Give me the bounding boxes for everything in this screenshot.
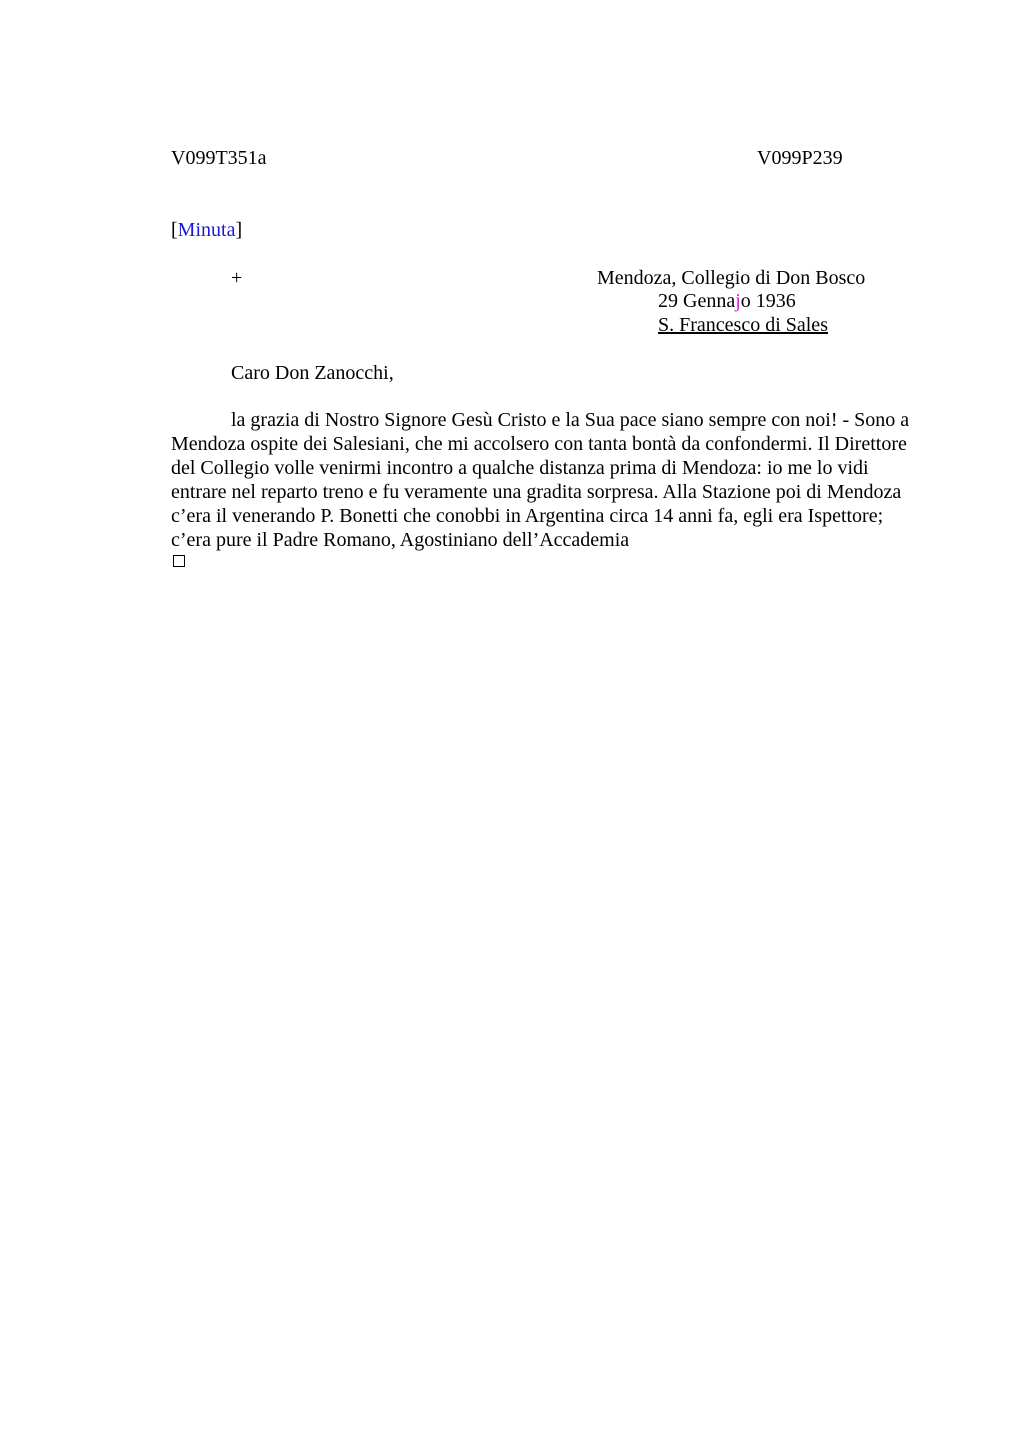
date-text-end: o 1936 — [740, 290, 796, 312]
date-text-start: 29 Genna — [658, 290, 736, 312]
date-highlighted-letter: j — [735, 290, 741, 312]
document-code-right: V099P239 — [757, 147, 843, 169]
letter-body — [171, 408, 919, 552]
end-marker-box — [173, 555, 185, 567]
cross-symbol: + — [231, 267, 243, 289]
document-code-left: V099T351a — [171, 147, 267, 169]
bracket-open: [ — [171, 219, 178, 241]
feast-day: S. Francesco di Sales — [658, 314, 828, 336]
letter-place: Mendoza, Collegio di Don Bosco — [597, 267, 866, 289]
letter-date — [658, 289, 796, 313]
letter-salutation: Caro Don Zanocchi, — [231, 362, 394, 384]
draft-label: Minuta — [177, 219, 236, 241]
letter-body-text: la grazia di Nostro Signore Gesù Cristo e la Sua pace siano sempre con noi! - Sono a Mendoza ospite dei Salesiani, che mi accolsero con tanta bontà da confondermi. Il Direttore del Collegio volle venirmi incontro a qualche distanza prima di Mendoza: io me lo vidi entrare nel reparto treno e fu veramente una gradita sorpresa. Alla Stazione poi di Mendoza c’era il venerando P. Bonetti che conobbi in Argentina circa 14 anni fa, egli era Ispettore; c’era pure il Padre Romano, Agostiniano dell’Accademia — [171, 409, 910, 551]
draft-annotation — [171, 218, 242, 242]
bracket-close: ] — [235, 219, 243, 241]
